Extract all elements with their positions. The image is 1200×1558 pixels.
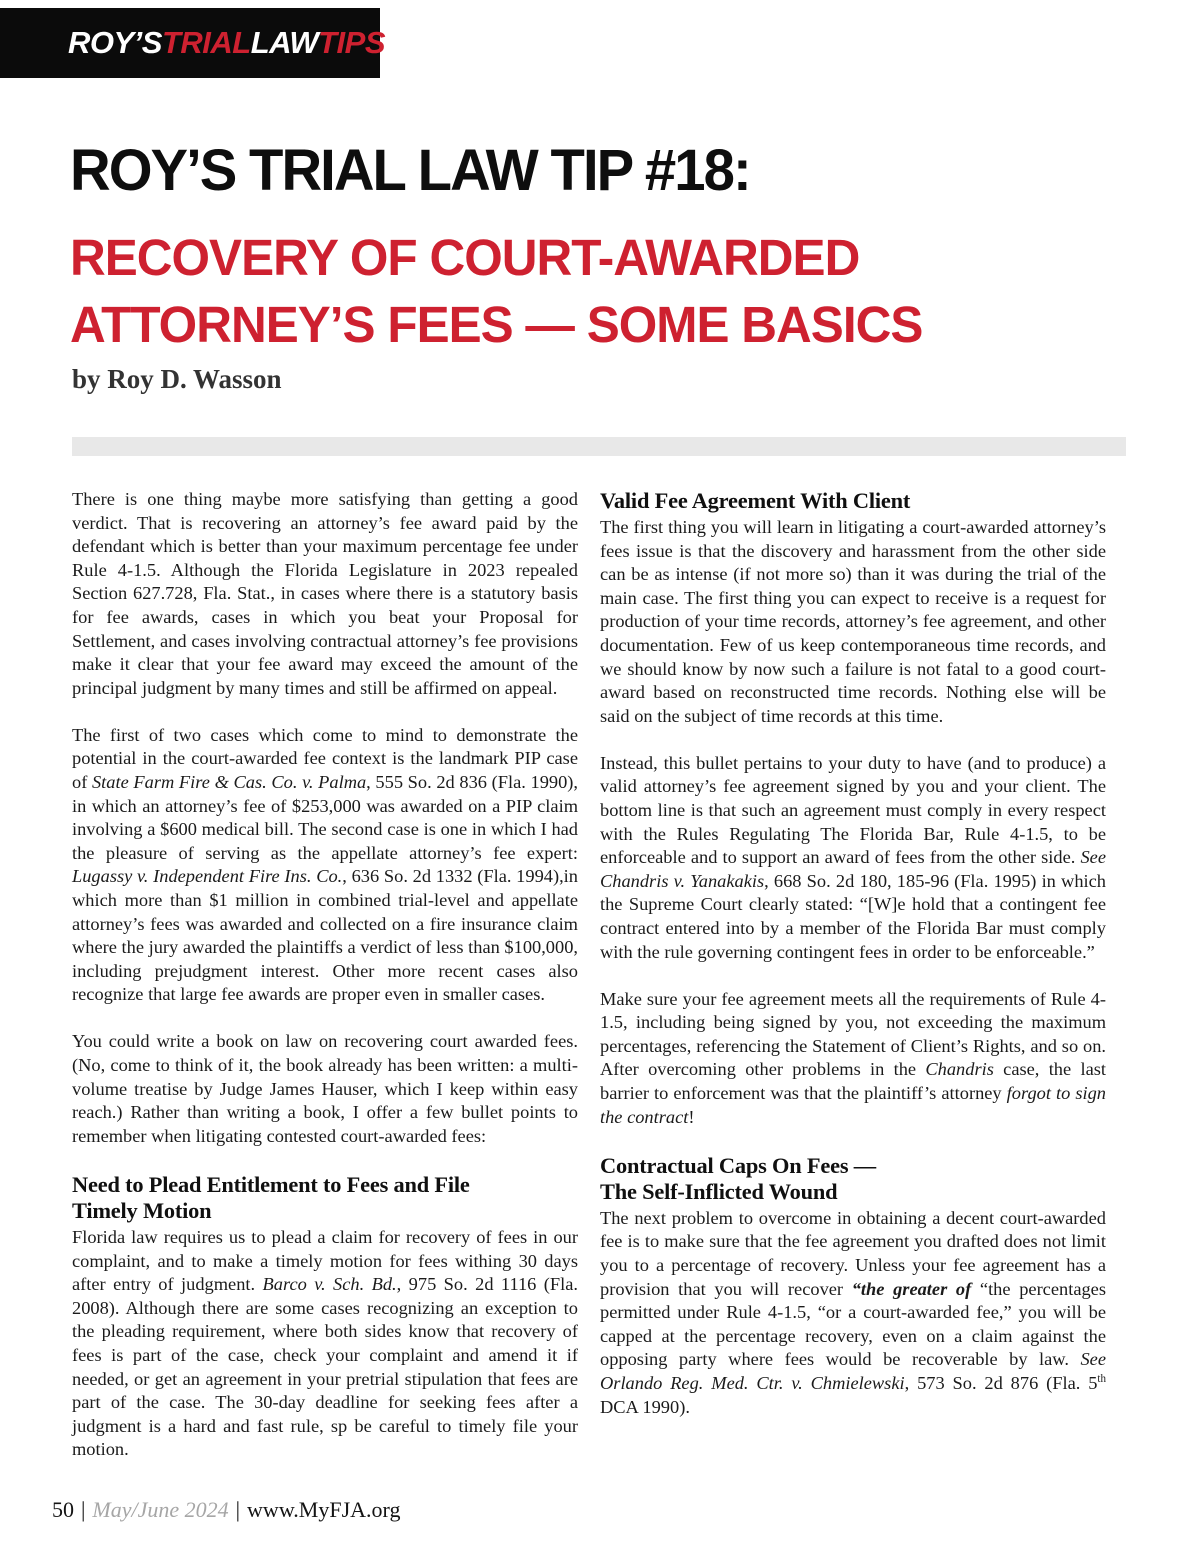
text-run: Chandris bbox=[925, 1059, 994, 1080]
page-footer bbox=[52, 1497, 400, 1523]
text-run: State Farm Fire & Cas. Co. v. Palma bbox=[91, 772, 367, 793]
body-paragraph bbox=[600, 988, 1106, 1130]
text-run: Instead, this bullet pertains to your duty to have (and to produce) a valid attorney’s fee agreement signed by you and your client. The bottom line is that such an agreement must comply in every respect with the Rules Regulating The Florida Bar, Rule 4-1.5, to be enforceable and to support an award of fees from the other side. bbox=[600, 752, 1106, 868]
text-run: See Orlando Reg. Med. Ctr. v. Chmielewski bbox=[600, 1349, 1106, 1393]
text-run: , 555 So. 2d 836 (Fla. 1990), in which an attorney’s fee of $253,000 was awarded on a PIP claim involving a $600 medical bill. The second case is one in which I had the pleasure of serving as the appellate attorney’s fee expert: bbox=[72, 772, 578, 863]
text-run: th bbox=[1097, 1372, 1107, 1385]
text-run: There is one thing maybe more satisfying than getting a good verdict. That is recovering an attorney’s fee award paid by the defendant which is better than your maximum percentage fee under Rule 4-1.5. Although the Florida Legislature in 2023 repealed Section 627.728, Fla. Stat., in cases where there is a statutory basis for fee awards, cases in which you beat your Proposal for Settlement, and cases involving contractual attorney’s fee provisions make it clear that your fee award may exceed the amount of the principal judgment by many times and still be affirmed on appeal. bbox=[72, 489, 578, 698]
text-run: Florida law requires us to plead a claim for recovery of fees in our complaint, and to make a timely motion for fees withing 30 days after entry of judgment. bbox=[72, 1226, 578, 1295]
section-heading: Contractual Caps On Fees — The Self-Inflicted Wound bbox=[600, 1152, 876, 1204]
text-run: ! bbox=[688, 1106, 695, 1127]
footer-issue: May/June 2024 bbox=[92, 1497, 229, 1522]
body-paragraph bbox=[600, 1207, 1106, 1419]
subtitle-line-2: ATTORNEY’S FEES — SOME BASICS bbox=[70, 296, 923, 353]
text-run: The next problem to overcome in obtaining a decent court-awarded fee is to make sure that the fee agreement you drafted does not limit you to a percentage of recovery. Unless your fee agreement has a provision that you will recover bbox=[600, 1207, 1106, 1299]
footer-website: www.MyFJA.org bbox=[247, 1497, 401, 1522]
body-paragraph bbox=[72, 1226, 578, 1462]
body-paragraph bbox=[72, 488, 578, 700]
text-run: , 975 So. 2d 1116 (Fla. 2008). Although there are some cases recognizing an exception to the pleading requirement, where both sides know that recovery of fees is part of the case, check your complaint and amend it if needed, or get an agreement in your pretrial stipulation that fees are part of the case. The 30-day deadline for seeking fees after a judgment is a hard and fast rule, sp be careful to timely file your motion. bbox=[72, 1274, 578, 1460]
text-run: , 573 So. 2d 876 (Fla. 5 bbox=[904, 1372, 1098, 1393]
text-run: “the greater of bbox=[851, 1278, 980, 1299]
body-paragraph bbox=[72, 724, 578, 1007]
footer-separator: | bbox=[235, 1497, 241, 1522]
left-column bbox=[72, 488, 578, 1485]
body-paragraph bbox=[600, 752, 1106, 964]
text-run: “the percentages permitted under Rule 4-1.5, “or a court-awarded fee,” you will be capped at the percentage recovery, even on a claim against the opposing party where fees would be recoverable by law. bbox=[600, 1278, 1106, 1370]
section-heading: Need to Plead Entitlement to Fees and File Timely Motion bbox=[72, 1171, 470, 1223]
body-paragraph bbox=[72, 1030, 578, 1148]
divider-bar bbox=[72, 437, 1126, 456]
text-run: Lugassy v. Independent Fire Ins. Co. bbox=[72, 866, 343, 887]
text-run: , 668 So. 2d 180, 185-96 (Fla. 1995) in which the Supreme Court clearly stated: “[W]e hold that a contingent fee contract entered into by a member of the Florida Bar must comply with the rule governing contingent fees in order to be enforceable.” bbox=[600, 870, 1106, 962]
logo-segment: LAW bbox=[250, 25, 319, 60]
header-banner bbox=[0, 8, 386, 78]
right-column bbox=[600, 488, 1106, 1443]
text-run: case, the last barrier to enforcement was that the plaintiff’s attorney bbox=[600, 1059, 1106, 1104]
text-run: DCA 1990). bbox=[600, 1396, 690, 1417]
logo-segment: ROY’S bbox=[68, 25, 162, 60]
byline: by Roy D. Wasson bbox=[72, 364, 282, 394]
logo-segment: TRIAL bbox=[161, 25, 251, 60]
text-run: forgot to sign the contract bbox=[600, 1083, 1107, 1127]
text-run: Barco v. Sch. Bd. bbox=[262, 1274, 397, 1295]
roys-trial-law-tips-logo bbox=[68, 25, 385, 61]
text-run: You could write a book on law on recovering court awarded fees. (No, come to think of it, the book already has been written: a multi-volume treatise by Judge James Hauser, which I keep within easy reach.) Rather than writing a book, I offer a few bullet points to remember when litigating contested court-awarded fees: bbox=[72, 1031, 578, 1146]
text-run: , 636 So. 2d 1332 (Fla. 1994),in which more than $1 million in combined trial-level and appellate attorney’s fees was awarded and collected on a fire insurance claim where the jury awarded the plaintiffs a verdict of less than $100,000, including prejudgment interest. Other more recent cases also recognize that large fee awards are proper even in smaller cases. bbox=[72, 866, 578, 1005]
text-run: Make sure your fee agreement meets all the requirements of Rule 4-1.5, including being signed by you, not exceeding the maximum percentages, referencing the Statement of Client’s Rights, and so on. After overcoming other problems in the bbox=[600, 988, 1106, 1080]
subtitle-line-1: RECOVERY OF COURT-AWARDED bbox=[70, 229, 860, 286]
text-run: See Chandris v. Yanakakis bbox=[600, 847, 1106, 891]
body-paragraph bbox=[600, 516, 1106, 728]
text-run: The first of two cases which come to mind to demonstrate the potential in the court-awarded fee context is the landmark PIP case of bbox=[72, 724, 578, 793]
footer-separator: | bbox=[81, 1497, 86, 1522]
article-subtitle bbox=[70, 224, 922, 358]
logo-segment: TIPS bbox=[318, 25, 386, 60]
text-run: The first thing you will learn in litigating a court-awarded attorney’s fees issue is that the discovery and harassment from the other side can be as intense (if not more so) than it was during the trial of the main case. The first thing you can expect to receive is a request for production of your time records, attorney’s fee agreement, and other documentation. Few of us keep contemporaneous time records, and we should know by now such a failure is not fatal to a good court-award based on reconstructed time records. Nothing else will be said on the subject of time records at this time. bbox=[600, 517, 1106, 726]
section-heading: Valid Fee Agreement With Client bbox=[600, 488, 911, 513]
footer-page-number: 50 bbox=[52, 1497, 74, 1522]
article-title: ROY’S TRIAL LAW TIP #18: bbox=[70, 138, 750, 203]
